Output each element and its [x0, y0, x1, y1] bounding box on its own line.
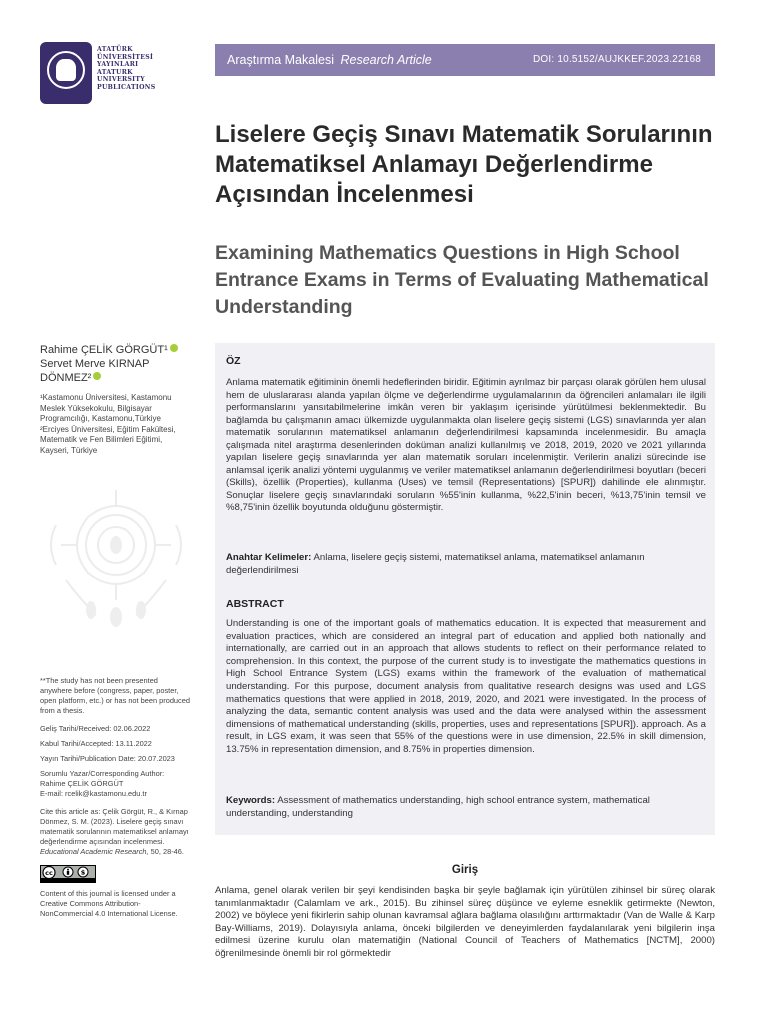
article-type-en: Research Article — [340, 53, 432, 67]
article-type-banner — [215, 44, 715, 76]
publication-date: Yayın Tarihi/Publication Date: 20.07.2023 — [40, 754, 175, 763]
author-list — [40, 343, 190, 385]
affiliations — [40, 393, 190, 456]
orcid-icon[interactable] — [170, 344, 178, 352]
english-keywords-text: Assessment of mathematics understanding, high school entrance system, mathematical understanding, understanding — [226, 795, 650, 819]
university-seal-icon — [40, 42, 92, 104]
english-keywords — [226, 795, 706, 820]
decorative-ornament-icon — [36, 485, 196, 630]
orcid-icon[interactable] — [93, 372, 101, 380]
received-date: Geliş Tarihi/Received: 02.06.2022 — [40, 724, 151, 733]
doi-link[interactable]: DOI: 10.5152/AUJKKEF.2023.22168 — [533, 54, 701, 65]
study-note: **The study has not been presented anywhere before (congress, paper, poster, open platform, etc.) or has not been produced from a thesis. — [40, 676, 190, 715]
citation: Cite this article as: Çelik Görgüt, R., & Kırnap Dönmez, S. M. (2023). Liselere geçiş sınavı matematik sorularının matematiksel anlamayı değerlendirme açısından incelenmesi. Educational Academic Research, 50, 28-46. — [40, 807, 189, 856]
license-text: Content of this journal is licensed under a Creative Commons Attribution-NonCommercial 4.0 International License. — [40, 889, 178, 918]
author-sidebar — [40, 343, 190, 456]
abstract-text: Understanding is one of the important goals of mathematics education. It is expected that measurement and evaluation practices, which are considered an integral part of education and applied both nationally and internationally, are carried out in an approach that allows students to reflect on their performance related to comprehension. In this context, the purpose of the current study is to investigate the mathematics questions in High School Entrance System (LGS) exams within the framework of the evaluation of mathematical understanding. For this purpose, document analysis from qualitative research designs was used and LGS mathematics questions that were applied in 2018, 2019, 2020, and 2021 were investigated. In the process of analyzing the data, semantic content analysis was used and the data were analysed within the assessment dimensions of mathematical understanding (skills, properties, uses and representations [SPUR]). approach. As a result, in LGS exam, it was seen that 55% of the questions were in use dimension, 22.5% in skill dimension, 13.75% in representation dimension, and 8.75% in properties dimension. — [226, 618, 706, 755]
title-english: Examining Mathematics Questions in High School Entrance Exams in Terms of Evaluating Mathematical Understanding — [215, 242, 709, 318]
corresponding-author: Sorumlu Yazar/Corresponding Author: Rahime ÇELİK GÖRGÜT E-mail: rcelik@kastamonu.edu.tr — [40, 769, 165, 798]
svg-text:cc: cc — [45, 869, 53, 877]
article-notes — [40, 676, 190, 927]
affiliation-2: ²Erciyes Üniversitesi, Eğitim Fakültesi, Matematik ve Fen Bilimleri Eğitimi, Kayseri, Türkiye — [40, 424, 176, 455]
publisher-logo — [40, 42, 160, 106]
author-2: Servet Merve KIRNAP DÖNMEZ² — [40, 358, 150, 384]
svg-text:$: $ — [80, 868, 86, 877]
turkish-keywords-text: Anlama, liselere geçiş sistemi, matematiksel anlama, matematiksel anlamanın değerlendirilmesi — [226, 552, 645, 576]
accepted-date: Kabul Tarihi/Accepted: 13.11.2022 — [40, 739, 152, 748]
title-turkish: Liselere Geçiş Sınavı Matematik Sorularının Matematiksel Anlamayı Değerlendirme Açısından İncelenmesi — [215, 121, 713, 208]
turkish-keywords-label: Anahtar Kelimeler: — [226, 552, 312, 563]
publisher-name: ATATÜRK ÜNİVERSİTESİ YAYINLARI ATATURK UNIVERSITY PUBLICATIONS — [97, 46, 156, 91]
oz-text: Anlama matematik eğitiminin önemli hedeflerinden biridir. Eğitimin ayrılmaz bir parçası olarak görülen hem ulusal hem de uluslararası alanda yapılan ölçme ve değerlendirme uygulamalarının da öğrencileri anlamaları ile ilgili performanslarını yansıtabilmelerine imkân veren bir yaklaşım içerisinde yürütülmesi beklenmektedir. Bu bağlamda bu çalışmanın amacı ülkemizde uygulanmakta olan liselere geçiş sistemi (LGS) sınavlarında yer alan matematik sorularının matematiksel anlamanın değerlendirilmesi kapsamında incelenmesidir. Bu amaçla çalışmada nitel araştırma desenlerinden doküman analizi kullanılmış ve 2018, 2019, 2020 ve 2021 yıllarında yapılan liselere geçiş sınavlarında yer alan matematik soruları incelenmiştir. Verilerin analizi sürecinde ise anlamsal içerik analizi yöntemi uygulanmış ve veriler matematiksel anlamanın değerlendirilmesi boyutları (beceri (Skills), özellik (Properties), kullanma (Uses) ve temsil (Representations) [SPUR]) dahilinde ele alınmıştır. Sonuçlar liselere geçiş sınavlarındaki soruların %55'inin kullanma, %22,5'inin beceri, %13,75'inin temsil ve %8,75'inin özellik boyutunda olduğunu göstermiştir. — [226, 377, 706, 514]
oz-heading: ÖZ — [226, 355, 241, 367]
english-keywords-label: Keywords: — [226, 795, 276, 806]
creative-commons-license-icon[interactable] — [40, 865, 96, 883]
article-dates — [40, 724, 190, 764]
corresponding-email[interactable]: E-mail: rcelik@kastamonu.edu.tr — [40, 789, 147, 798]
turkish-keywords — [226, 552, 706, 577]
introduction-heading: Giriş — [451, 864, 479, 876]
abstract-heading: ABSTRACT — [226, 598, 284, 610]
affiliation-1: ¹Kastamonu Üniversitesi, Kastamonu Meslek Yüksekokulu, Bilgisayar Programcılığı, Kastamonu,Türkiye — [40, 393, 172, 423]
article-type — [227, 53, 432, 67]
article-type-tr: Araştırma Makalesi — [227, 53, 334, 67]
introduction-text: Anlama, genel olarak verilen bir şeyi kendisinden başka bir şeyle bağlamak için yürütülen zihinsel bir süreç olarak tanımlanmaktadır (Calamlam ve ark., 2015). Bu zihinsel süreç düşünce ve eyleme esneklik getirmekte (Newton, 2002) ve böylece yeni fikirlerin sahip olunan kavramsal ağlara bağlama olasılığını arttırmaktadır (Van de Walle & Karp Bay-Williams, 2019). Dolayısıyla anlama, önceki bilgilerden ve deneyimlerden faydalanılarak yeni bilgilerin inşa edilmesi üzerine kurulu olan matematiğin (National Council of Teachers of Mathematics [NCTM], 2000) öğrenilmesinde önemli bir rol görmektedir — [215, 885, 715, 959]
author-1: Rahime ÇELİK GÖRGÜT¹ — [40, 343, 190, 357]
